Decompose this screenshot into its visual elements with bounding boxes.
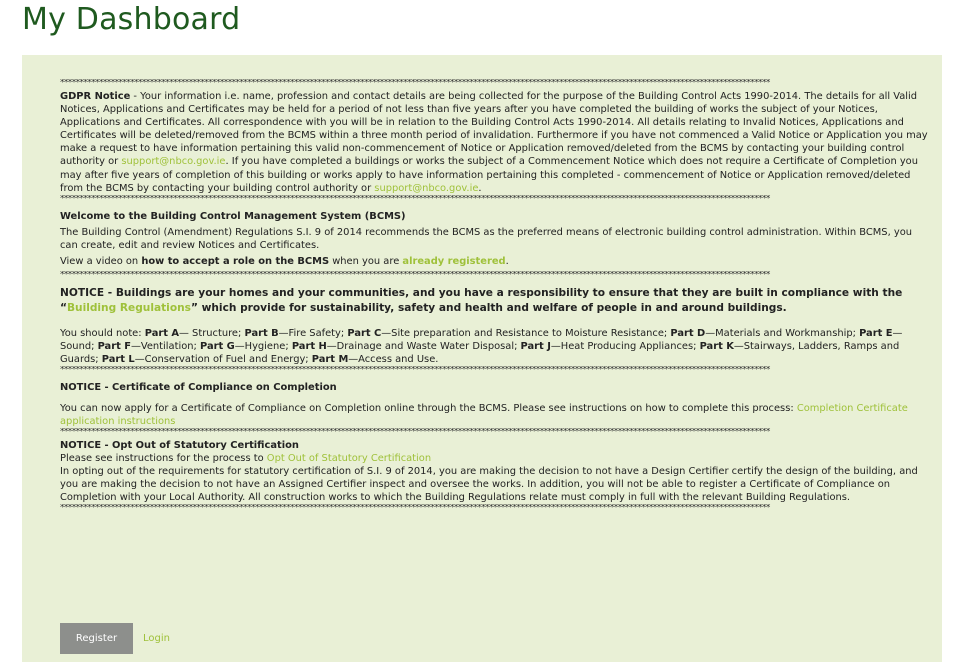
part-label: Part K (699, 341, 734, 353)
part-desc: —Materials and Workmanship; (705, 328, 860, 340)
part-desc: —Sound; (60, 328, 903, 353)
part-label: Part B (244, 328, 279, 340)
video-role-text: how to accept a role on the BCMS (141, 256, 330, 268)
separator: ************************************************************************************************************************************************************************************** (60, 79, 770, 87)
separator: ************************************************************************************************************************************************************************************** (60, 271, 770, 280)
regulations-text-2: ” which provide for sustainability, safety and health and welfare of people in and around buildings. (190, 302, 787, 315)
part-desc: — Structure; (179, 328, 245, 340)
page-title: My Dashboard (22, 2, 241, 37)
part-desc: —Access and Use. (348, 354, 439, 366)
building-regulations-link[interactable]: Building Regulations (66, 302, 191, 315)
separator: ************************************************************************************************************************************************************************************** (60, 504, 770, 513)
part-label: Part J (520, 341, 551, 353)
video-suffix: . (505, 256, 509, 268)
support-email-link-2[interactable]: support@nbco.gov.ie (374, 182, 479, 194)
gdpr-text-3: . (478, 182, 482, 194)
login-link[interactable]: Login (143, 633, 170, 644)
part-desc: —Fire Safety; (278, 328, 348, 340)
welcome-heading: Welcome to the Building Control Management System (BCMS) (60, 210, 406, 222)
separator: ************************************************************************************************************************************************************************************** (60, 427, 770, 436)
ccc-text: You can now apply for a Certificate of Compliance on Completion online through the BCMS. Please see instructions on how to complete this process: (60, 402, 797, 414)
optout-heading: NOTICE - Opt Out of Statutory Certification (60, 439, 299, 451)
optout-instructions (60, 452, 928, 465)
part-label: Part A (144, 328, 180, 340)
video-mid: when you are (329, 256, 403, 268)
video-line (60, 255, 928, 268)
part-label: Part H (291, 341, 327, 353)
part-label: Part E (859, 328, 893, 340)
part-label: Part D (670, 328, 706, 340)
ccc-heading: NOTICE - Certificate of Compliance on Completion (60, 382, 337, 394)
opt-out-link[interactable]: Opt Out of Statutory Certification (266, 452, 432, 464)
part-label: Part M (311, 354, 349, 366)
regulations-text-1: NOTICE - Buildings are your homes and your communities, and you have a responsibility to ensure that they are built in compliance with the “ (60, 287, 903, 315)
separator: ************************************************************************************************************************************************************************************** (60, 366, 770, 375)
part-desc: —Ventilation; (130, 341, 200, 353)
parts-list (60, 327, 928, 366)
part-desc: —Hygiene; (234, 341, 292, 353)
completion-certificate-link[interactable]: Completion Certificate application instructions (60, 402, 908, 427)
notices-content (60, 79, 928, 512)
gdpr-notice (60, 90, 928, 195)
part-desc: —Heat Producing Appliances; (550, 341, 700, 353)
welcome-body: The Building Control (Amendment) Regulations S.I. 9 of 2014 recommends the BCMS as the preferred means of electronic building control administration. Within BCMS, you can create, edit and review Notices and Certificates. (60, 226, 912, 251)
part-label: Part G (199, 341, 235, 353)
separator: ************************************************************************************************************************************************************************************** (60, 194, 770, 203)
gdpr-text-2: . If you have completed a buildings or works the subject of a Commencement Notice which does not require a Certificate of Completion you may after five years of completion of this building or works apply to have information pertaining this completed - commencement of Notice or Application removed/deleted from the BCMS by contacting your building control authority or (60, 156, 918, 194)
part-label: Part F (97, 341, 131, 353)
optout-prefix: Please see instructions for the process to (60, 452, 267, 464)
part-label: Part L (101, 354, 135, 366)
support-email-link-1[interactable]: support@nbco.gov.ie (121, 156, 226, 168)
gdpr-heading: GDPR Notice (60, 91, 131, 102)
already-registered-link[interactable]: already registered (402, 256, 506, 268)
part-label: Part C (347, 328, 382, 340)
part-desc: —Drainage and Waste Water Disposal; (326, 341, 521, 353)
optout-body: In opting out of the requirements for statutory certification of S.I. 9 of 2014, you are making the decision to not have a Design Certifier certify the design of the building, and you are making the decision to not have an Assigned Certifier inspect and oversee the works. In addition, you will not be able to register a Certificate of Compliance on Completion with your Local Authority. All construction works to which the Building Regulations relate must comply in full with the relevant Building Regulations. (60, 465, 918, 504)
ccc-body (60, 402, 928, 428)
part-desc: —Stairways, Ladders, Ramps and Guards; (60, 341, 900, 366)
dashboard-panel (22, 55, 942, 662)
regulations-notice (60, 286, 928, 316)
parts-intro: You should note: (60, 328, 145, 340)
video-prefix: View a video on (60, 256, 142, 268)
part-desc: —Conservation of Fuel and Energy; (134, 354, 312, 366)
part-desc: —Site preparation and Resistance to Moisture Resistance; (381, 328, 671, 340)
register-button[interactable]: Register (60, 623, 133, 654)
gdpr-text-1: - Your information i.e. name, profession and contact details are being collected for the purpose of the Building Control Acts 1990-2014. The details for all Valid Notices, Applications and Certificates may be held for a period of not less than five years after you have completed the building of works the subject of your Notices, Applications and Certificates. All correspondence with you will be in relation to the Building Control Acts 1990-2014. All details relating to Invalid Notices, Applications and Certificates will be deleted/removed from the BCMS within a three month period of invalidation. Furthermore if you have not commenced a Valid Notice or Application you may make a request to have information pertaining this valid non-commencement of Notice or Application removed/deleted from the BCMS by contacting your building control authority or (60, 91, 928, 168)
